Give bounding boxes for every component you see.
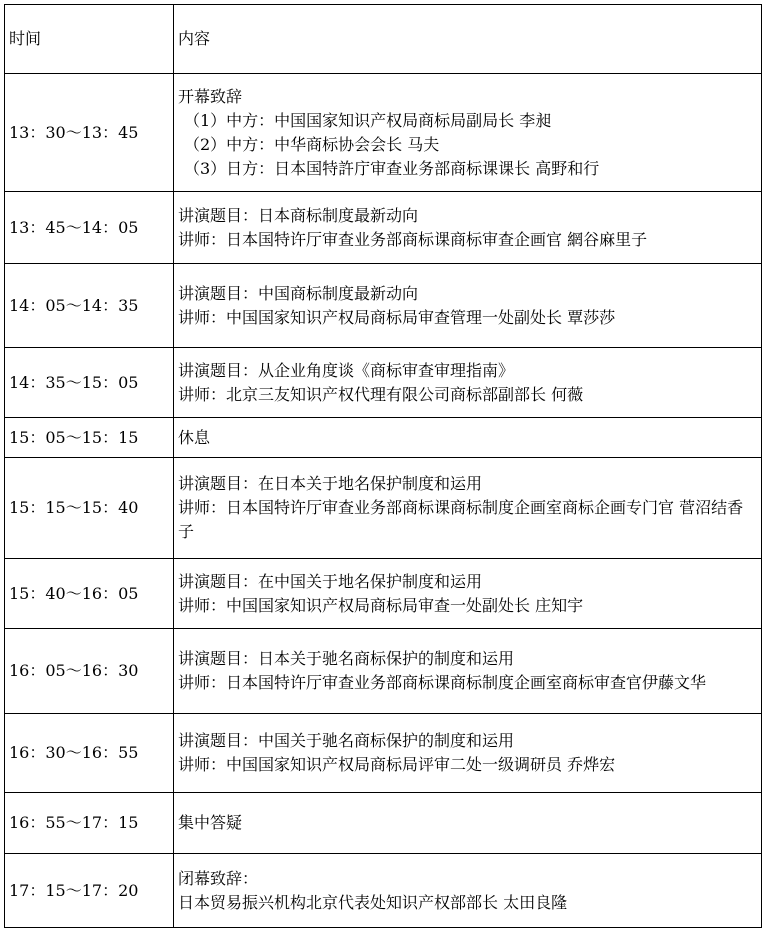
content-line: 讲师：日本国特许厅审查业务部商标课商标制度企画室商标审查官伊藤文华 — [178, 673, 707, 692]
content-line: 讲师：中国国家知识产权局商标局审查管理一处副处长 覃莎莎 — [178, 307, 616, 327]
content-cell — [174, 264, 762, 348]
time-cell: 15：05～15：15 — [5, 418, 174, 458]
content-cell — [174, 348, 762, 418]
content-line: 讲演题目：日本商标制度最新动向 — [178, 205, 419, 225]
time-cell: 13：45～14：05 — [5, 192, 174, 264]
content-cell — [174, 793, 762, 854]
table-row — [5, 418, 762, 458]
content-cell — [174, 559, 762, 629]
content-line: （2）中方：中华商标协会会长 马夫 — [184, 134, 440, 154]
table-row — [5, 629, 762, 714]
content-line: 日本贸易振兴机构北京代表处知识产权部部长 太田良隆 — [178, 892, 568, 912]
time-cell: 16：05～16：30 — [5, 629, 174, 714]
time-cell: 15：15～15：40 — [5, 458, 174, 559]
schedule-table — [4, 4, 762, 928]
table-row — [5, 714, 762, 793]
header-time: 时间 — [5, 5, 174, 74]
time-cell: 14：35～15：05 — [5, 348, 174, 418]
table-row — [5, 264, 762, 348]
content-cell — [174, 458, 762, 559]
content-line: 讲演题目：日本关于驰名商标保护的制度和运用 — [178, 649, 515, 668]
content-line: 讲演题目：中国关于驰名商标保护的制度和运用 — [178, 731, 515, 750]
content-line: （1）中方：中国国家知识产权局商标局副局长 李昶 — [184, 110, 552, 130]
content-line: 闭幕致辞： — [178, 868, 259, 888]
table-row — [5, 192, 762, 264]
content-cell — [174, 854, 762, 928]
content-line: 开幕致辞 — [178, 86, 243, 106]
content-line: 讲师：北京三友知识产权代理有限公司商标部副部长 何薇 — [178, 384, 584, 404]
table-row — [5, 458, 762, 559]
content-cell — [174, 192, 762, 264]
content-line: 讲师：中国国家知识产权局商标局审查一处副处长 庄知宇 — [178, 595, 584, 615]
content-line: 讲演题目：从企业角度谈《商标审查审理指南》 — [178, 360, 515, 380]
table-row — [5, 793, 762, 854]
content-cell — [174, 418, 762, 458]
content-line: 集中答疑 — [178, 813, 243, 832]
content-line: 讲演题目：在日本关于地名保护制度和运用 — [178, 474, 483, 493]
content-line: 讲师：中国国家知识产权局商标局评审二处一级调研员 乔烨宏 — [178, 755, 616, 774]
table-row — [5, 348, 762, 418]
time-cell: 15：40～16：05 — [5, 559, 174, 629]
table-row — [5, 854, 762, 928]
time-cell: 17：15～17：20 — [5, 854, 174, 928]
content-cell — [174, 74, 762, 192]
time-cell: 16：55～17：15 — [5, 793, 174, 854]
table-row — [5, 74, 762, 192]
content-line: 讲师：日本国特许厅审查业务部商标课商标制度企画室商标企画专门官 菅沼结香子 — [178, 498, 744, 541]
content-line: 讲演题目：在中国关于地名保护制度和运用 — [178, 571, 483, 591]
content-cell — [174, 714, 762, 793]
header-row — [5, 5, 762, 74]
content-line: 讲师：日本国特许厅审查业务部商标课商标审查企画官 網谷麻里子 — [178, 229, 648, 249]
table-row — [5, 559, 762, 629]
content-cell — [174, 629, 762, 714]
content-line: （3）日方：日本国特許庁审查业务部商标课课长 高野和行 — [184, 158, 600, 178]
header-content: 内容 — [174, 5, 762, 74]
content-line: 讲演题目：中国商标制度最新动向 — [178, 283, 419, 303]
time-cell: 14：05～14：35 — [5, 264, 174, 348]
content-line: 休息 — [178, 427, 211, 447]
time-cell: 13：30～13：45 — [5, 74, 174, 192]
time-cell: 16：30～16：55 — [5, 714, 174, 793]
